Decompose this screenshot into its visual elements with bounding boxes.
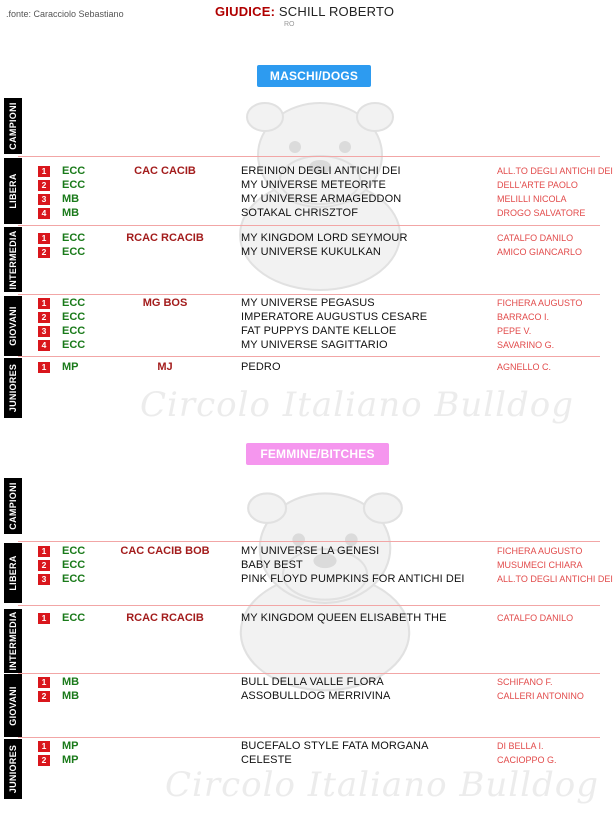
qualification: MB bbox=[62, 676, 80, 688]
class-bar-campioni: CAMPIONI bbox=[4, 98, 22, 154]
placement-number: 3 bbox=[38, 574, 50, 585]
dog-name: BULL DELLA VALLE FLORA bbox=[241, 676, 384, 688]
dog-name: PEDRO bbox=[241, 361, 281, 373]
dog-name: MY KINGDOM QUEEN ELISABETH THE bbox=[241, 612, 447, 624]
dog-name: BUCEFALO STYLE FATA MORGANA bbox=[241, 740, 429, 752]
placement-number: 2 bbox=[38, 560, 50, 571]
females-section-header: FEMMINE/BITCHES bbox=[246, 443, 389, 465]
qualification: ECC bbox=[62, 545, 86, 557]
qualification: MP bbox=[62, 754, 79, 766]
owner-name: ALL.TO DEGLI ANTICHI DEI bbox=[497, 574, 613, 584]
award-title: RCAC RCACIB bbox=[126, 612, 204, 624]
owner-name: PEPE V. bbox=[497, 326, 532, 336]
class-bar-intermedia: INTERMEDIA bbox=[4, 609, 22, 673]
class-bar-juniores: JUNIORES bbox=[4, 358, 22, 418]
row-divider bbox=[18, 294, 600, 295]
qualification: MP bbox=[62, 740, 79, 752]
owner-name: AGNELLO C. bbox=[497, 362, 552, 372]
placement-number: 1 bbox=[38, 546, 50, 557]
placement-number: 2 bbox=[38, 691, 50, 702]
dog-name: FAT PUPPYS DANTE KELLOE bbox=[241, 325, 397, 337]
owner-name: CACIOPPO G. bbox=[497, 755, 557, 765]
dog-name: PINK FLOYD PUMPKINS FOR ANTICHI DEI bbox=[241, 573, 465, 585]
owner-name: FICHERA AUGUSTO bbox=[497, 546, 583, 556]
source-credit: .fonte: Caracciolo Sebastiano bbox=[6, 9, 124, 19]
owner-name: CATALFO DANILO bbox=[497, 613, 574, 623]
placement-number: 4 bbox=[38, 208, 50, 219]
club-watermark: Circolo Italiano Bulldog bbox=[165, 765, 599, 805]
qualification: ECC bbox=[62, 339, 86, 351]
qualification: ECC bbox=[62, 311, 86, 323]
qualification: MP bbox=[62, 361, 79, 373]
dog-name: MY UNIVERSE SAGITTARIO bbox=[241, 339, 388, 351]
owner-name: DI BELLA I. bbox=[497, 741, 544, 751]
judge-country: RO bbox=[284, 21, 295, 28]
award-title: CAC CACIB bbox=[134, 165, 196, 177]
owner-name: FICHERA AUGUSTO bbox=[497, 298, 583, 308]
placement-number: 2 bbox=[38, 312, 50, 323]
qualification: ECC bbox=[62, 325, 86, 337]
qualification: ECC bbox=[62, 612, 86, 624]
owner-name: BARRACO I. bbox=[497, 312, 550, 322]
row-divider bbox=[18, 737, 600, 738]
row-divider bbox=[18, 605, 600, 606]
dog-name: MY UNIVERSE KUKULKAN bbox=[241, 246, 381, 258]
owner-name: MUSUMECI CHIARA bbox=[497, 560, 583, 570]
males-section-header: MASCHI/DOGS bbox=[257, 65, 371, 87]
placement-number: 2 bbox=[38, 755, 50, 766]
qualification: ECC bbox=[62, 297, 86, 309]
qualification: ECC bbox=[62, 573, 86, 585]
judge-label: GIUDICE: bbox=[215, 4, 276, 19]
placement-number: 1 bbox=[38, 362, 50, 373]
judge-line bbox=[215, 4, 394, 19]
owner-name: MELILLI NICOLA bbox=[497, 194, 567, 204]
placement-number: 4 bbox=[38, 340, 50, 351]
dog-name: SOTAKAL CHRISZTOF bbox=[241, 207, 359, 219]
placement-number: 1 bbox=[38, 613, 50, 624]
award-title: CAC CACIB BOB bbox=[120, 545, 210, 557]
class-bar-giovani: GIOVANI bbox=[4, 674, 22, 737]
class-bar-intermedia: INTERMEDIA bbox=[4, 227, 22, 292]
owner-name: SCHIFANO F. bbox=[497, 677, 553, 687]
placement-number: 1 bbox=[38, 166, 50, 177]
qualification: ECC bbox=[62, 179, 86, 191]
placement-number: 1 bbox=[38, 233, 50, 244]
award-title: MG BOS bbox=[142, 297, 188, 309]
qualification: MB bbox=[62, 690, 80, 702]
owner-name: AMICO GIANCARLO bbox=[497, 247, 583, 257]
award-title: RCAC RCACIB bbox=[126, 232, 204, 244]
qualification: ECC bbox=[62, 559, 86, 571]
class-bar-libera: LIBERA bbox=[4, 543, 22, 603]
award-title: MJ bbox=[157, 361, 173, 373]
row-divider bbox=[18, 156, 600, 157]
qualification: ECC bbox=[62, 165, 86, 177]
row-divider bbox=[18, 225, 600, 226]
dog-name: MY UNIVERSE LA GENESI bbox=[241, 545, 380, 557]
owner-name: DELL'ARTE PAOLO bbox=[497, 180, 578, 190]
dog-name: CELESTE bbox=[241, 754, 292, 766]
row-divider bbox=[18, 673, 600, 674]
judge-name: SCHILL ROBERTO bbox=[275, 4, 395, 19]
dog-name: MY KINGDOM LORD SEYMOUR bbox=[241, 232, 408, 244]
class-bar-libera: LIBERA bbox=[4, 158, 22, 224]
owner-name: ALL.TO DEGLI ANTICHI DEI bbox=[497, 166, 613, 176]
dog-name: EREINION DEGLI ANTICHI DEI bbox=[241, 165, 401, 177]
class-bar-campioni: CAMPIONI bbox=[4, 478, 22, 534]
qualification: MB bbox=[62, 193, 80, 205]
qualification: ECC bbox=[62, 246, 86, 258]
bulldog-watermark-icon bbox=[225, 470, 425, 700]
placement-number: 1 bbox=[38, 741, 50, 752]
placement-number: 3 bbox=[38, 326, 50, 337]
placement-number: 1 bbox=[38, 677, 50, 688]
row-divider bbox=[18, 541, 600, 542]
owner-name: CATALFO DANILO bbox=[497, 233, 574, 243]
dog-name: MY UNIVERSE ARMAGEDDON bbox=[241, 193, 402, 205]
owner-name: DROGO SALVATORE bbox=[497, 208, 586, 218]
row-divider bbox=[18, 356, 600, 357]
placement-number: 2 bbox=[38, 247, 50, 258]
club-watermark: Circolo Italiano Bulldog bbox=[140, 385, 574, 425]
owner-name: CALLERI ANTONINO bbox=[497, 691, 584, 701]
owner-name: SAVARINO G. bbox=[497, 340, 555, 350]
dog-name: BABY BEST bbox=[241, 559, 303, 571]
qualification: ECC bbox=[62, 232, 86, 244]
dog-name: ASSOBULLDOG MERRIVINA bbox=[241, 690, 391, 702]
placement-number: 1 bbox=[38, 298, 50, 309]
placement-number: 2 bbox=[38, 180, 50, 191]
class-bar-juniores: JUNIORES bbox=[4, 739, 22, 799]
placement-number: 3 bbox=[38, 194, 50, 205]
dog-name: IMPERATORE AUGUSTUS CESARE bbox=[241, 311, 428, 323]
class-bar-giovani: GIOVANI bbox=[4, 296, 22, 356]
dog-name: MY UNIVERSE PEGASUS bbox=[241, 297, 375, 309]
qualification: MB bbox=[62, 207, 80, 219]
dog-name: MY UNIVERSE METEORITE bbox=[241, 179, 386, 191]
